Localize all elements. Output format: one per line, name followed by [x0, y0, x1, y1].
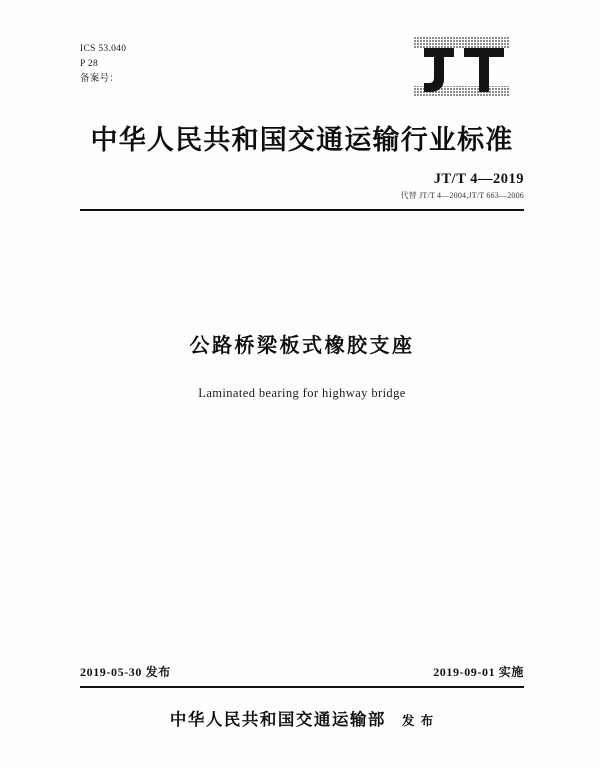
document-title-cn: 公路桥梁板式橡胶支座 [189, 333, 415, 357]
issuer-publish-label: 发 布 [401, 713, 435, 728]
issuer-name: 中华人民共和国交通运输部 [169, 710, 386, 729]
record-number: 备案号： [80, 74, 120, 84]
standard-title: 中华人民共和国交通运输行业标准 [90, 125, 514, 156]
ics-code: ICS 53.040 [80, 44, 127, 54]
implementation-date: 2019-09-01 实施 [433, 665, 524, 679]
dates-row [80, 663, 524, 680]
top-divider [80, 209, 524, 211]
cover-content [80, 38, 524, 738]
issuing-authority [80, 706, 524, 730]
replaced-standards: 代替 JT/T 4—2004,JT/T 663—2006 [400, 191, 524, 200]
standard-number: JT/T 4—2019 [433, 171, 524, 187]
classification-code: P 28 [80, 59, 99, 69]
document-title-en: Laminated bearing for highway bridge [198, 386, 406, 400]
issue-date: 2019-05-30 发布 [80, 665, 171, 679]
ics-block [80, 42, 126, 87]
header-row [80, 38, 524, 104]
jt-logo [408, 34, 516, 100]
bottom-divider [80, 686, 524, 688]
